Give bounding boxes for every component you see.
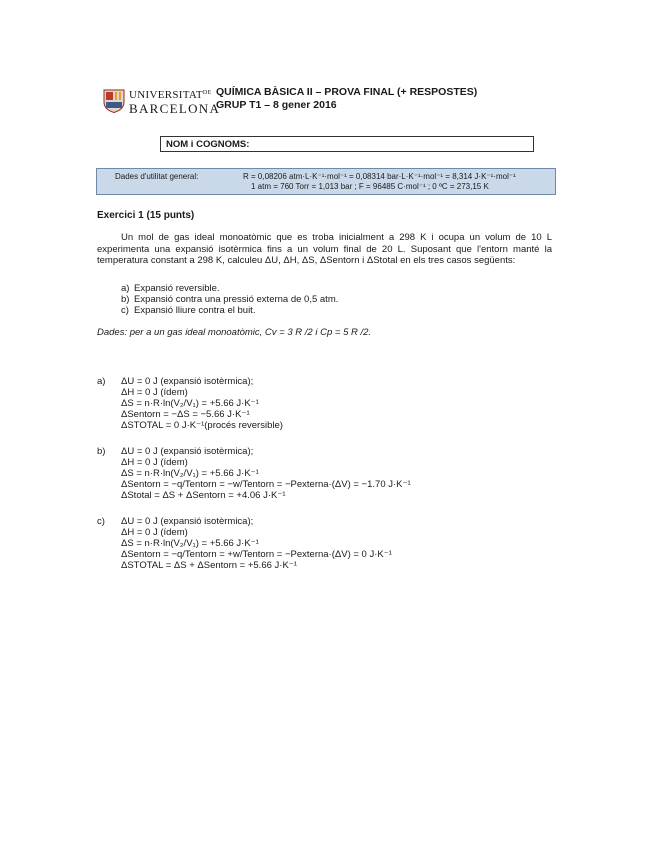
answer-b-line: ΔS = n·R·ln(V₂/V₁) = +5.66 J·K⁻¹ [121,468,259,479]
useful-data-line2: 1 atm = 760 Torr = 1,013 bar ; F = 96485 C·mol⁻¹ ; 0 ºC = 273,15 K [251,182,489,191]
answer-c-line: ΔS = n·R·ln(V₂/V₁) = +5.66 J·K⁻¹ [121,538,259,549]
answer-b-line: ΔH = 0 J (ídem) [121,457,188,468]
answer-c-line: ΔSTOTAL = ΔS + ΔSentorn = +5.66 J·K⁻¹ [121,560,297,571]
answer-c-line: ΔU = 0 J (expansió isotèrmica); [121,516,254,527]
useful-data-box [96,168,556,195]
option-b: b) Expansió contra una pressió externa de 0,5 atm. [121,294,339,305]
answer-a-line: ΔU = 0 J (expansió isotèrmica); [121,376,254,387]
answer-b-line: ΔU = 0 J (expansió isotèrmica); [121,446,254,457]
answer-c-letter: c) [97,516,105,527]
answer-b-letter: b) [97,446,106,457]
answer-c-line: ΔH = 0 J (ídem) [121,527,188,538]
answer-a-line: ΔS = n·R·ln(V₂/V₁) = +5.66 J·K⁻¹ [121,398,259,409]
useful-data-label: Dades d'utilitat general: [115,172,199,181]
useful-data-line1: R = 0,08206 atm·L·K⁻¹·mol⁻¹ = 0,08314 bar·L·K⁻¹·mol⁻¹ = 8,314 J·K⁻¹·mol⁻¹ [243,172,516,181]
option-c: c) Expansió lliure contra el buit. [121,305,256,316]
name-field[interactable] [160,136,534,152]
answer-c-line: ΔSentorn = −q/Tentorn = +w/Tentorn = −Pexterna·(ΔV) = 0 J·K⁻¹ [121,549,392,560]
exam-title-line1: QUÍMICA BÀSICA II – PROVA FINAL (+ RESPOSTES) [216,86,478,98]
answer-b-line: ΔStotal = ΔS + ΔSentorn = +4.06 J·K⁻¹ [121,490,286,501]
option-a: a) Expansió reversible. [121,283,220,294]
given-data: Dades: per a un gas ideal monoatòmic, Cv = 3 R /2 i Cp = 5 R /2. [97,327,372,338]
exam-title [216,86,477,112]
answer-a-line: ΔSentorn = −ΔS = −5.66 J·K⁻¹ [121,409,250,420]
university-logo-text: $UNIVERSITAT^{DE}$ BARCELONA [129,89,221,116]
answer-a-line: ΔH = 0 J (ídem) [121,387,188,398]
answer-a-letter: a) [97,376,106,387]
exercise-statement: Un mol de gas ideal monoatòmic que es troba inicialment a 298 K i ocupa un volum de 10 L experimenta una expansió isotèrmica fins a un volum final de 20 L. Suposant que l'entorn manté la temperatura constant a 298 K, calculeu ΔU, ΔH, ΔS, ΔSentorn i ΔStotal en els tres casos següents: [97,232,552,266]
exercise-heading: Exercici 1 (15 punts) [97,210,195,221]
answer-a-line: ΔSTOTAL = 0 J·K⁻¹(procés reversible) [121,420,283,431]
exam-title-line2: GRUP T1 – 8 gener 2016 [216,99,337,111]
answer-b-line: ΔSentorn = −q/Tentorn = −w/Tentorn = −Pexterna·(ΔV) = −1.70 J·K⁻¹ [121,479,411,490]
name-field-label: NOM i COGNOMS: [166,139,250,150]
university-crest-icon [103,89,125,113]
